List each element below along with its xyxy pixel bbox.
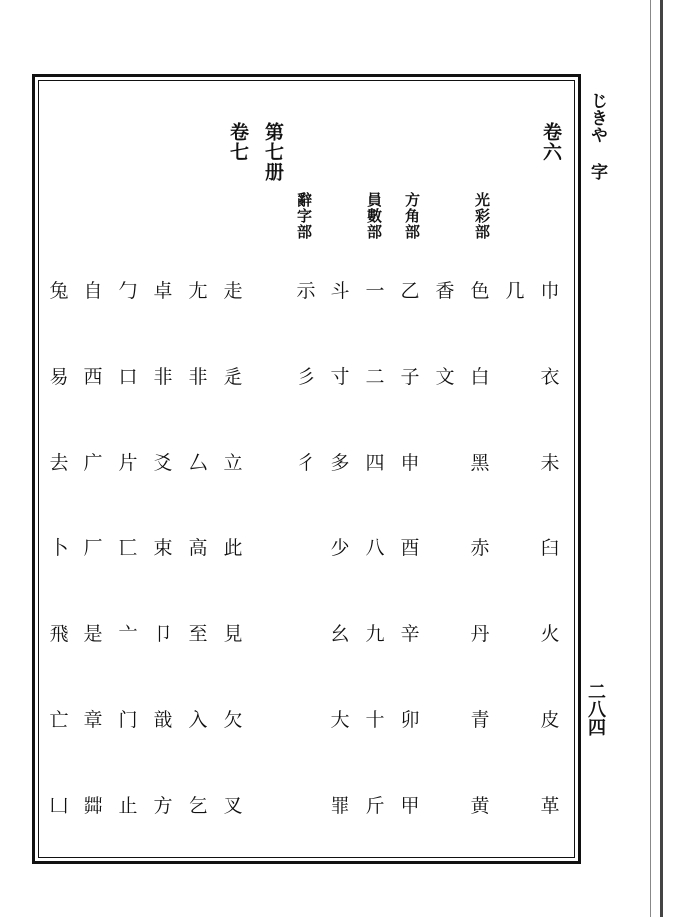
index-character: 乞 [188,795,208,817]
index-character: 示 [296,280,316,302]
page-edge-line [660,0,663,917]
index-character: 九 [365,623,385,645]
index-character: 凵 [49,795,69,817]
index-character: 四 [365,452,385,474]
index-character: 皮 [540,709,560,731]
index-character: 卓 [153,280,173,302]
section-heading: 員數部 [365,192,383,240]
index-character: 斤 [365,795,385,817]
book-seven-title: 第七册 [262,122,284,182]
index-character: 尢 [188,280,208,302]
index-character: 几 [505,280,525,302]
index-character: 寸 [330,366,350,388]
index-character: 文 [435,366,455,388]
index-character: 丹 [470,623,490,645]
index-character: 色 [470,280,490,302]
index-character: 章 [83,709,103,731]
index-character: 彳 [296,452,316,474]
page-edge-line [650,0,651,917]
index-character: 十 [365,709,385,731]
index-character: 一 [365,280,385,302]
index-character: 卩 [153,623,173,645]
index-character: 少 [330,537,350,559]
index-character: 去 [49,452,69,474]
index-character: 厶 [188,452,208,474]
index-character: 乙 [400,280,420,302]
index-character: 申 [400,452,420,474]
index-character: 黄 [470,795,490,817]
page-number: 二八四 [585,682,606,736]
index-character: 黑 [470,452,490,474]
section-heading: 辭字部 [295,192,313,240]
section-heading: 光彩部 [473,192,491,240]
index-character: 亡 [49,709,69,731]
index-character: 亠 [118,623,138,645]
index-character: 八 [365,537,385,559]
index-character: 衣 [540,366,560,388]
index-character: 口 [118,366,138,388]
index-character: 火 [540,623,560,645]
index-character: 未 [540,452,560,474]
index-character: 彡 [296,366,316,388]
index-character: 立 [223,452,243,474]
index-character: 見 [223,623,243,645]
index-character: 入 [188,709,208,731]
index-character: 广 [83,452,103,474]
index-character: 酉 [400,537,420,559]
section-heading: 方角部 [403,192,421,240]
index-character: 非 [153,366,173,388]
index-character: 是 [83,623,103,645]
index-character: 甲 [400,795,420,817]
index-character: 走 [223,280,243,302]
index-character: 匸 [118,537,138,559]
index-character: 至 [188,623,208,645]
index-character: 止 [118,795,138,817]
index-character: 厂 [83,537,103,559]
index-character: 臼 [540,537,560,559]
index-character: 勹 [118,280,138,302]
index-character: 斗 [330,280,350,302]
volume-seven-title: 卷七 [227,122,249,162]
index-character: 辛 [400,623,420,645]
index-character: 飛 [49,623,69,645]
index-character: 赤 [470,537,490,559]
index-character: 束 [153,537,173,559]
index-character: 幺 [330,623,350,645]
index-character: 方 [153,795,173,817]
index-character: 青 [470,709,490,731]
index-character: 多 [330,452,350,474]
index-character: 香 [435,280,455,302]
index-character: 兔 [49,280,69,302]
index-character: 易 [49,366,69,388]
index-character: 罪 [330,795,350,817]
index-character: 此 [223,537,243,559]
index-character: 白 [470,366,490,388]
index-character: 卜 [49,537,69,559]
index-character: 革 [540,795,560,817]
index-character: 二 [365,366,385,388]
volume-six-title: 卷六 [540,122,562,162]
index-character: 自 [83,280,103,302]
running-header: じきや 字 [587,92,607,180]
index-character: 爻 [153,452,173,474]
index-character: 西 [83,366,103,388]
index-character: 欠 [223,709,243,731]
index-character: 大 [330,709,350,731]
index-character: 巾 [540,280,560,302]
index-character: 叉 [223,795,243,817]
index-character: 子 [400,366,420,388]
index-character: 辵 [223,366,243,388]
index-character: 高 [188,537,208,559]
index-character: 戠 [153,709,173,731]
index-character: 茻 [83,795,103,817]
index-character: 片 [118,452,138,474]
index-character: 门 [118,709,138,731]
index-character: 卯 [400,709,420,731]
index-character: 非 [188,366,208,388]
